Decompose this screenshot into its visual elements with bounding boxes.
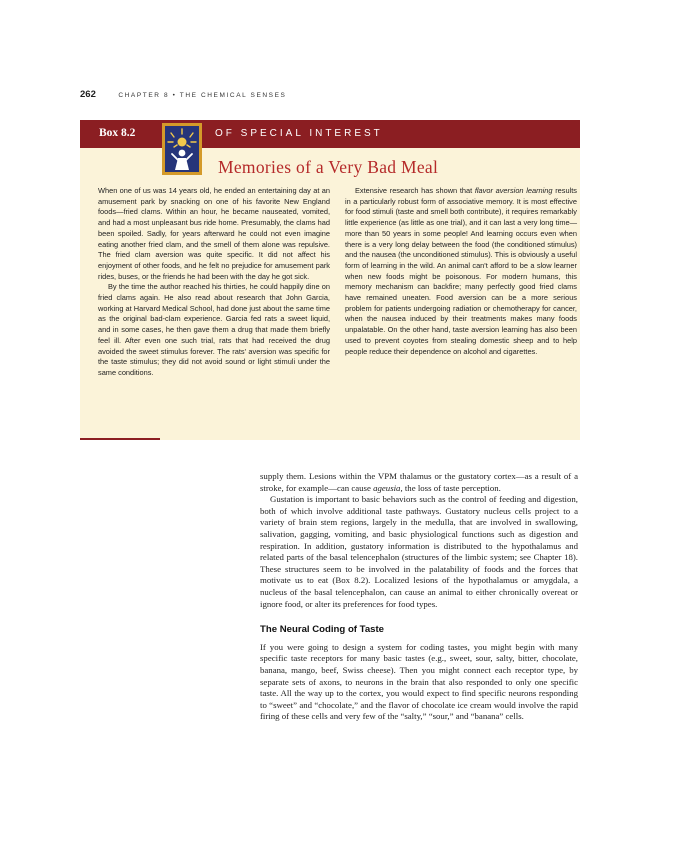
idea-person-icon xyxy=(162,123,202,175)
section-heading: The Neural Coding of Taste xyxy=(260,624,385,636)
body-paragraph: If you were going to design a system for coding tastes, you might begin with many specific taste receptors for many basic tastes (e.g., sweet, sour, salty, bitter, chocolate, banana, mango, beef, Swiss cheese). Then you might connect each receptor type, by separate sets of axons, to neurons in the brain that also responded to only one specific taste. All the way up to the cortex, you would expect to find specific neurons responding to “sweet” and “chocolate,” and the flavor of chocolate ice cream would involve the rapid firing of these cells and very few of the “salty,” “sour,” and “banana” cells. xyxy=(260,641,578,722)
italic-term: ageusia xyxy=(373,482,401,493)
box-column-right xyxy=(345,186,577,357)
box-bottom-rule xyxy=(80,438,160,440)
box-title: Memories of a Very Bad Meal xyxy=(218,157,439,177)
running-header xyxy=(80,84,287,102)
page-number: 262 xyxy=(80,89,96,100)
body-paragraph: Gustation is important to basic behaviors such as the control of feeding and digestion, both of which involve additional taste pathways. Gustatory nucleus cells project to a variety of brain stem regions, largely in the medulla, that are involved in swallowing, salivation, gagging, vomiting, and basic physiological functions such as digestion and respiration. In addition, gustatory information is distributed to the hypothalamus and related parts of the basal telencephalon (structures of the limbic system; see Chapter 18). These structures seem to be involved in the palatability of foods and the forces that motivate us to eat (Box 8.2). Localized lesions of the hypothalamus or amygdala, a nucleus of the basal telencephalon, can cause an animal to either chronically overeat or ignore food, or alter its preferences for food types. xyxy=(260,494,578,609)
running-head: CHAPTER 8 • THE CHEMICAL SENSES xyxy=(118,92,287,99)
box-label: Box 8.2 xyxy=(99,127,136,139)
text-run: , the loss of taste perception. xyxy=(400,482,501,493)
main-text xyxy=(260,471,578,723)
body-paragraph xyxy=(260,471,578,494)
sidebar-box xyxy=(80,120,580,440)
text-run: Extensive research has shown that xyxy=(355,186,475,195)
italic-term: flavor aversion learning xyxy=(474,186,553,195)
box-paragraph: When one of us was 14 years old, he ended an entertaining day at an amusement park by snacking on one of his favorite New England foods—fried clams. Within an hour, he became nauseated, vomited, and had a most unpleasant bus ride home. Presumably, the clams had been spoiled. Sadly, for years afterward he could not even imagine eating another fried clam, and the smell of them alone was repulsive. The fried clam aversion was quite specific. It did not affect his enjoyment of other foods, and he felt no prejudice for amusement park rides, buses, or the friends he had been with the day he got sick. xyxy=(98,186,330,281)
text-run: results in a particularly robust form of associative memory. It is most effective for food stimuli (taste and smell both contribute), it requires remarkably little experience (as little as one trial), and it can last a very long time—more than 50 years in some people! And learning occurs even when there is a very long delay between the food (the conditioned stimulus) and the nausea (the unconditioned stimulus). This is obviously a useful form of learning in the wild. An animal can't afford to be a slow learner when new foods might be poisonous. For modern humans, this memory mechanism can backfire; many perfectly good fried clams have remained uneaten. Food aversion can be a more serious problem for patients undergoing radiation or chemotherapy for cancer, when the nausea induced by their treatments makes many foods unpalatable. On the other hand, taste aversion learning has also been used to prevent coyotes from stealing domestic sheep and to help people reduce their dependence on alcohol and cigarettes. xyxy=(345,186,577,356)
box-paragraph xyxy=(345,186,577,357)
box-column-left xyxy=(98,186,330,379)
text-run: supply them. Lesions within the VPM thalamus or the gustatory cortex—as a result of a stroke, for example—can cause xyxy=(260,471,578,493)
box-paragraph: By the time the author reached his thirties, he could happily dine on fried clams again. He also read about research that John Garcia, working at Harvard Medical School, had done just about the same time as the original bad-clam experience. Garcia fed rats a sweet liquid, and in some cases, he then gave them a drug that made them briefly feel ill. After even one such trial, rats that had received the drug avoided the sweet stimulus forever. The rats' aversion was specific for the taste stimulus; they did not avoid sound or light stimuli under the same conditions. xyxy=(98,282,330,377)
box-kicker: OF SPECIAL INTEREST xyxy=(215,128,383,139)
